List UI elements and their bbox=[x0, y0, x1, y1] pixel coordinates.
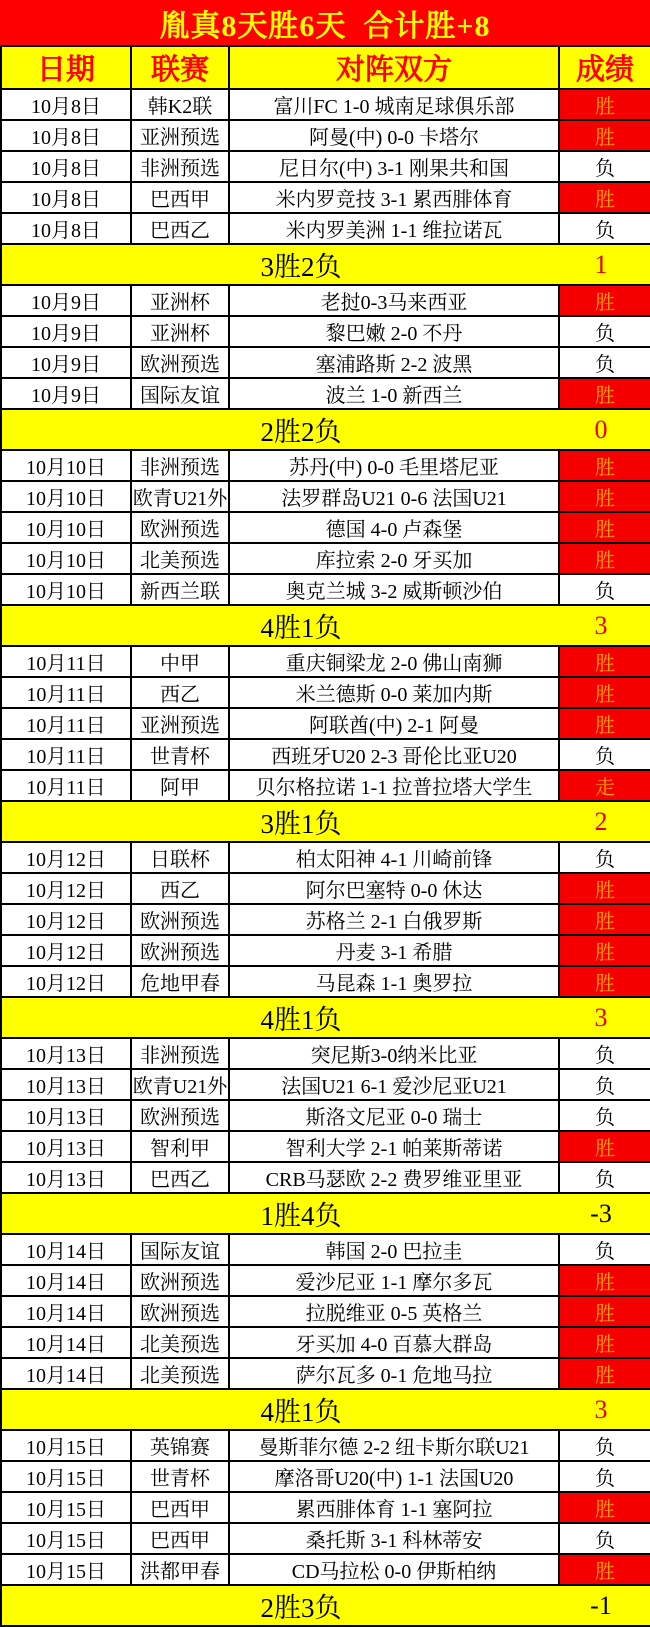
matchup-cell: 爱沙尼亚 1-1 摩尔多瓦 bbox=[229, 1265, 559, 1296]
matchup-cell: CD马拉松 0-0 伊斯柏纳 bbox=[229, 1554, 559, 1585]
date-cell: 10月14日 bbox=[1, 1327, 131, 1358]
date-cell: 10月8日 bbox=[1, 182, 131, 213]
league-cell: 西乙 bbox=[131, 873, 229, 904]
result-cell: 负 bbox=[559, 1038, 650, 1069]
match-row bbox=[1, 347, 650, 378]
matchup-cell: 阿尔巴塞特 0-0 休达 bbox=[229, 873, 559, 904]
match-row bbox=[1, 1038, 650, 1069]
league-cell: 非洲预选 bbox=[131, 151, 229, 182]
result-cell: 负 bbox=[559, 151, 650, 182]
league-cell: 世青杯 bbox=[131, 1461, 229, 1492]
result-cell: 走 bbox=[559, 770, 650, 801]
result-cell: 胜 bbox=[559, 1296, 650, 1327]
summary-cell bbox=[1, 409, 650, 450]
date-cell: 10月8日 bbox=[1, 151, 131, 182]
summary-value: -3 bbox=[590, 1198, 612, 1228]
summary-row bbox=[1, 801, 650, 842]
match-row bbox=[1, 1327, 650, 1358]
result-cell: 负 bbox=[559, 1069, 650, 1100]
matchup-cell: 富川FC 1-0 城南足球俱乐部 bbox=[229, 89, 559, 120]
date-cell: 10月11日 bbox=[1, 770, 131, 801]
column-header-matchup: 对阵双方 bbox=[229, 46, 559, 89]
match-row bbox=[1, 450, 650, 481]
league-cell: 世青杯 bbox=[131, 739, 229, 770]
league-cell: 阿甲 bbox=[131, 770, 229, 801]
header-row bbox=[1, 46, 650, 89]
date-cell: 10月11日 bbox=[1, 646, 131, 677]
match-row bbox=[1, 378, 650, 409]
league-cell: 欧洲预选 bbox=[131, 347, 229, 378]
matchup-cell: 法罗群岛U21 0-6 法国U21 bbox=[229, 481, 559, 512]
summary-label: 2胜3负 bbox=[260, 1593, 342, 1623]
match-row bbox=[1, 213, 650, 244]
summary-label: 1胜4负 bbox=[260, 1201, 342, 1231]
date-cell: 10月11日 bbox=[1, 708, 131, 739]
date-cell: 10月15日 bbox=[1, 1554, 131, 1585]
date-cell: 10月15日 bbox=[1, 1523, 131, 1554]
date-cell: 10月10日 bbox=[1, 574, 131, 605]
match-row bbox=[1, 1069, 650, 1100]
result-cell: 胜 bbox=[559, 1131, 650, 1162]
matchup-cell: 累西腓体育 1-1 塞阿拉 bbox=[229, 1492, 559, 1523]
result-cell: 胜 bbox=[559, 120, 650, 151]
summary-cell bbox=[1, 244, 650, 285]
summary-row bbox=[1, 244, 650, 285]
matchup-cell: 阿曼(中) 0-0 卡塔尔 bbox=[229, 120, 559, 151]
matchup-cell: 苏格兰 2-1 白俄罗斯 bbox=[229, 904, 559, 935]
matchup-cell: 黎巴嫩 2-0 不丹 bbox=[229, 316, 559, 347]
date-cell: 10月15日 bbox=[1, 1461, 131, 1492]
match-row bbox=[1, 1461, 650, 1492]
league-cell: 欧洲预选 bbox=[131, 512, 229, 543]
date-cell: 10月12日 bbox=[1, 842, 131, 873]
matchup-cell: 智利大学 2-1 帕莱斯蒂诺 bbox=[229, 1131, 559, 1162]
matchup-cell: 拉脱维亚 0-5 英格兰 bbox=[229, 1296, 559, 1327]
league-cell: 巴西甲 bbox=[131, 1492, 229, 1523]
column-header-league: 联赛 bbox=[131, 46, 229, 89]
matchup-cell: 库拉索 2-0 牙买加 bbox=[229, 543, 559, 574]
result-cell: 胜 bbox=[559, 646, 650, 677]
date-cell: 10月13日 bbox=[1, 1038, 131, 1069]
date-cell: 10月11日 bbox=[1, 677, 131, 708]
date-cell: 10月14日 bbox=[1, 1358, 131, 1389]
matchup-cell: 阿联酋(中) 2-1 阿曼 bbox=[229, 708, 559, 739]
match-row bbox=[1, 904, 650, 935]
column-header-result: 成绩 bbox=[559, 46, 650, 89]
league-cell: 欧洲预选 bbox=[131, 904, 229, 935]
matchup-cell: 波兰 1-0 新西兰 bbox=[229, 378, 559, 409]
date-cell: 10月9日 bbox=[1, 285, 131, 316]
summary-value: 3 bbox=[594, 610, 608, 640]
summary-label: 4胜1负 bbox=[260, 1005, 342, 1035]
league-cell: 欧青U21外 bbox=[131, 481, 229, 512]
matchup-cell: 奥克兰城 3-2 威斯顿沙伯 bbox=[229, 574, 559, 605]
summary-row bbox=[1, 409, 650, 450]
date-cell: 10月8日 bbox=[1, 120, 131, 151]
date-cell: 10月13日 bbox=[1, 1162, 131, 1193]
league-cell: 欧洲预选 bbox=[131, 1296, 229, 1327]
summary-row bbox=[1, 605, 650, 646]
league-cell: 新西兰联 bbox=[131, 574, 229, 605]
date-cell: 10月12日 bbox=[1, 966, 131, 997]
league-cell: 巴西乙 bbox=[131, 1162, 229, 1193]
match-row bbox=[1, 1162, 650, 1193]
league-cell: 亚洲杯 bbox=[131, 285, 229, 316]
summary-cell bbox=[1, 1389, 650, 1430]
date-cell: 10月8日 bbox=[1, 89, 131, 120]
matchup-cell: 韩国 2-0 巴拉圭 bbox=[229, 1234, 559, 1265]
matchup-cell: 法国U21 6-1 爱沙尼亚U21 bbox=[229, 1069, 559, 1100]
league-cell: 日联杯 bbox=[131, 842, 229, 873]
date-cell: 10月12日 bbox=[1, 904, 131, 935]
date-cell: 10月15日 bbox=[1, 1492, 131, 1523]
summary-cell bbox=[1, 997, 650, 1038]
matchup-cell: 丹麦 3-1 希腊 bbox=[229, 935, 559, 966]
matchup-cell: 摩洛哥U20(中) 1-1 法国U20 bbox=[229, 1461, 559, 1492]
summary-row bbox=[1, 1389, 650, 1430]
result-cell: 负 bbox=[559, 1100, 650, 1131]
result-cell: 胜 bbox=[559, 1492, 650, 1523]
league-cell: 北美预选 bbox=[131, 1358, 229, 1389]
match-row bbox=[1, 770, 650, 801]
date-cell: 10月12日 bbox=[1, 935, 131, 966]
match-row bbox=[1, 1492, 650, 1523]
matchup-cell: 米内罗竞技 3-1 累西腓体育 bbox=[229, 182, 559, 213]
summary-value: 3 bbox=[594, 1394, 608, 1424]
summary-value: -1 bbox=[590, 1590, 612, 1620]
date-cell: 10月12日 bbox=[1, 873, 131, 904]
matchup-cell: 桑托斯 3-1 科林蒂安 bbox=[229, 1523, 559, 1554]
column-header-date: 日期 bbox=[1, 46, 131, 89]
result-cell: 胜 bbox=[559, 543, 650, 574]
date-cell: 10月14日 bbox=[1, 1296, 131, 1327]
matchup-cell: 苏丹(中) 0-0 毛里塔尼亚 bbox=[229, 450, 559, 481]
match-row bbox=[1, 543, 650, 574]
match-row bbox=[1, 1265, 650, 1296]
match-row bbox=[1, 1100, 650, 1131]
title-banner bbox=[0, 0, 650, 45]
date-cell: 10月9日 bbox=[1, 347, 131, 378]
result-cell: 负 bbox=[559, 1523, 650, 1554]
matchup-cell: 老挝0-3马来西亚 bbox=[229, 285, 559, 316]
matchup-cell: 德国 4-0 卢森堡 bbox=[229, 512, 559, 543]
match-row bbox=[1, 708, 650, 739]
summary-label: 4胜1负 bbox=[260, 613, 342, 643]
league-cell: 欧洲预选 bbox=[131, 1265, 229, 1296]
result-cell: 胜 bbox=[559, 935, 650, 966]
match-row bbox=[1, 574, 650, 605]
summary-label: 3胜1负 bbox=[260, 809, 342, 839]
league-cell: 洪都甲春 bbox=[131, 1554, 229, 1585]
date-cell: 10月11日 bbox=[1, 739, 131, 770]
league-cell: 非洲预选 bbox=[131, 1038, 229, 1069]
league-cell: 欧青U21外 bbox=[131, 1069, 229, 1100]
league-cell: 危地甲春 bbox=[131, 966, 229, 997]
league-cell: 智利甲 bbox=[131, 1131, 229, 1162]
match-row bbox=[1, 1296, 650, 1327]
match-row bbox=[1, 842, 650, 873]
result-cell: 胜 bbox=[559, 378, 650, 409]
result-cell: 胜 bbox=[559, 1327, 650, 1358]
date-cell: 10月9日 bbox=[1, 378, 131, 409]
summary-label: 3胜2负 bbox=[260, 252, 342, 282]
result-cell: 胜 bbox=[559, 285, 650, 316]
result-cell: 胜 bbox=[559, 1265, 650, 1296]
result-cell: 胜 bbox=[559, 904, 650, 935]
date-cell: 10月10日 bbox=[1, 512, 131, 543]
summary-value: 0 bbox=[594, 414, 608, 444]
result-cell: 负 bbox=[559, 316, 650, 347]
result-cell: 胜 bbox=[559, 677, 650, 708]
match-row bbox=[1, 481, 650, 512]
summary-row bbox=[1, 1585, 650, 1626]
match-row bbox=[1, 966, 650, 997]
date-cell: 10月14日 bbox=[1, 1234, 131, 1265]
result-cell: 胜 bbox=[559, 512, 650, 543]
summary-value: 3 bbox=[594, 1002, 608, 1032]
result-cell: 胜 bbox=[559, 1554, 650, 1585]
date-cell: 10月10日 bbox=[1, 450, 131, 481]
matchup-cell: 萨尔瓦多 0-1 危地马拉 bbox=[229, 1358, 559, 1389]
summary-label: 2胜2负 bbox=[260, 417, 342, 447]
result-cell: 胜 bbox=[559, 873, 650, 904]
league-cell: 西乙 bbox=[131, 677, 229, 708]
match-row bbox=[1, 935, 650, 966]
matchup-cell: 贝尔格拉诺 1-1 拉普拉塔大学生 bbox=[229, 770, 559, 801]
page-title: 胤真8天胜6天 合计胜+8 bbox=[159, 9, 491, 43]
date-cell: 10月8日 bbox=[1, 213, 131, 244]
matchup-cell: 曼斯菲尔德 2-2 纽卡斯尔联U21 bbox=[229, 1430, 559, 1461]
league-cell: 韩K2联 bbox=[131, 89, 229, 120]
match-row bbox=[1, 151, 650, 182]
date-cell: 10月14日 bbox=[1, 1265, 131, 1296]
date-cell: 10月13日 bbox=[1, 1100, 131, 1131]
league-cell: 非洲预选 bbox=[131, 450, 229, 481]
matchup-cell: 柏太阳神 4-1 川崎前锋 bbox=[229, 842, 559, 873]
match-row bbox=[1, 120, 650, 151]
result-cell: 胜 bbox=[559, 708, 650, 739]
match-row bbox=[1, 1234, 650, 1265]
match-row bbox=[1, 89, 650, 120]
result-cell: 胜 bbox=[559, 966, 650, 997]
result-cell: 负 bbox=[559, 739, 650, 770]
result-cell: 胜 bbox=[559, 89, 650, 120]
match-row bbox=[1, 1523, 650, 1554]
matchup-cell: CRB马瑟欧 2-2 费罗维亚里亚 bbox=[229, 1162, 559, 1193]
result-cell: 负 bbox=[559, 842, 650, 873]
matchup-cell: 塞浦路斯 2-2 波黑 bbox=[229, 347, 559, 378]
matchup-cell: 西班牙U20 2-3 哥伦比亚U20 bbox=[229, 739, 559, 770]
league-cell: 中甲 bbox=[131, 646, 229, 677]
matchup-cell: 重庆铜梁龙 2-0 佛山南狮 bbox=[229, 646, 559, 677]
summary-cell bbox=[1, 801, 650, 842]
date-cell: 10月10日 bbox=[1, 543, 131, 574]
league-cell: 欧洲预选 bbox=[131, 1100, 229, 1131]
result-cell: 负 bbox=[559, 1461, 650, 1492]
league-cell: 英锦赛 bbox=[131, 1430, 229, 1461]
result-cell: 胜 bbox=[559, 1358, 650, 1389]
summary-cell bbox=[1, 1585, 650, 1626]
league-cell: 国际友谊 bbox=[131, 1234, 229, 1265]
matchup-cell: 马昆森 1-1 奥罗拉 bbox=[229, 966, 559, 997]
result-cell: 负 bbox=[559, 213, 650, 244]
result-cell: 负 bbox=[559, 1162, 650, 1193]
summary-label: 4胜1负 bbox=[260, 1397, 342, 1427]
result-cell: 负 bbox=[559, 1430, 650, 1461]
matchup-cell: 牙买加 4-0 百慕大群岛 bbox=[229, 1327, 559, 1358]
match-row bbox=[1, 646, 650, 677]
league-cell: 巴西乙 bbox=[131, 213, 229, 244]
match-row bbox=[1, 316, 650, 347]
match-row bbox=[1, 512, 650, 543]
date-cell: 10月15日 bbox=[1, 1430, 131, 1461]
league-cell: 亚洲预选 bbox=[131, 708, 229, 739]
match-row bbox=[1, 677, 650, 708]
match-row bbox=[1, 285, 650, 316]
matchup-cell: 米内罗美洲 1-1 维拉诺瓦 bbox=[229, 213, 559, 244]
matchup-cell: 米兰德斯 0-0 莱加内斯 bbox=[229, 677, 559, 708]
date-cell: 10月9日 bbox=[1, 316, 131, 347]
summary-row bbox=[1, 997, 650, 1038]
result-cell: 负 bbox=[559, 347, 650, 378]
league-cell: 巴西甲 bbox=[131, 182, 229, 213]
league-cell: 欧洲预选 bbox=[131, 935, 229, 966]
result-cell: 胜 bbox=[559, 450, 650, 481]
date-cell: 10月13日 bbox=[1, 1131, 131, 1162]
result-cell: 负 bbox=[559, 1234, 650, 1265]
match-row bbox=[1, 739, 650, 770]
result-cell: 胜 bbox=[559, 182, 650, 213]
match-row bbox=[1, 1131, 650, 1162]
league-cell: 国际友谊 bbox=[131, 378, 229, 409]
match-row bbox=[1, 1430, 650, 1461]
matchup-cell: 斯洛文尼亚 0-0 瑞士 bbox=[229, 1100, 559, 1131]
match-row bbox=[1, 182, 650, 213]
matchup-cell: 突尼斯3-0纳米比亚 bbox=[229, 1038, 559, 1069]
result-cell: 负 bbox=[559, 574, 650, 605]
league-cell: 北美预选 bbox=[131, 543, 229, 574]
league-cell: 亚洲杯 bbox=[131, 316, 229, 347]
league-cell: 北美预选 bbox=[131, 1327, 229, 1358]
match-row bbox=[1, 1554, 650, 1585]
date-cell: 10月10日 bbox=[1, 481, 131, 512]
summary-cell bbox=[1, 605, 650, 646]
league-cell: 巴西甲 bbox=[131, 1523, 229, 1554]
match-row bbox=[1, 1358, 650, 1389]
league-cell: 亚洲预选 bbox=[131, 120, 229, 151]
match-row bbox=[1, 873, 650, 904]
summary-value: 1 bbox=[594, 249, 608, 279]
results-table bbox=[0, 45, 650, 1627]
summary-cell bbox=[1, 1193, 650, 1234]
matchup-cell: 尼日尔(中) 3-1 刚果共和国 bbox=[229, 151, 559, 182]
date-cell: 10月13日 bbox=[1, 1069, 131, 1100]
result-cell: 胜 bbox=[559, 481, 650, 512]
summary-row bbox=[1, 1193, 650, 1234]
summary-value: 2 bbox=[594, 806, 608, 836]
